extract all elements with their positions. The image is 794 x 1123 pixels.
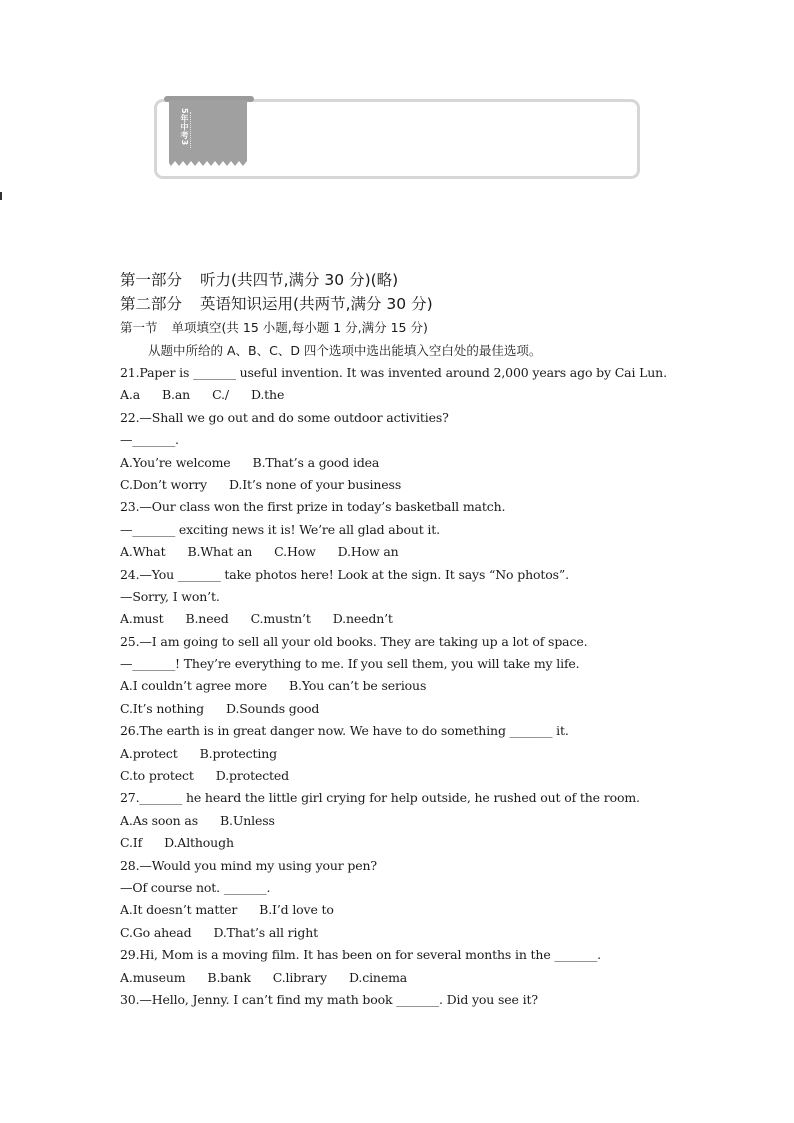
answer-option: A.must <box>120 611 164 627</box>
answer-options-row <box>120 474 740 496</box>
answer-option: D.cinema <box>348 969 408 985</box>
question-dialogue-line: —_______! They’re everything to me. If you sell them, you will take my life. <box>120 656 580 672</box>
answer-option: B.bank <box>207 969 251 985</box>
question-stem: 23.—Our class won the first prize in today’s basketball match. <box>120 499 506 515</box>
answer-option: B.I’d love to <box>259 902 334 918</box>
answer-option: A.protect <box>120 745 178 761</box>
answer-option: A.What <box>120 544 166 560</box>
section-1-title <box>120 316 740 340</box>
answer-options-row <box>120 675 740 697</box>
answer-option: B.protecting <box>199 745 277 761</box>
question-stem: 21.Paper is _______ useful invention. It was invented around 2,000 years ago by Cai Lun. <box>120 365 667 380</box>
answer-option: A.a <box>120 387 141 403</box>
answer-options-row <box>120 899 740 921</box>
answer-options-row <box>120 967 740 989</box>
answer-option: B.need <box>185 611 229 627</box>
section-1-text: 单项填空(共 15 小题,每小题 1 分,满分 15 分) <box>171 320 428 335</box>
answer-option: C.Don’t worry <box>120 476 207 492</box>
answer-options-row <box>120 452 740 474</box>
answer-options-row <box>120 922 740 944</box>
part-2-title <box>120 292 740 316</box>
question-dialogue-line: —_______ exciting news it is! We’re all glad about it. <box>120 521 440 537</box>
answer-options-row <box>120 743 740 765</box>
tag-dotted-line <box>190 112 193 148</box>
answer-option: D.the <box>250 387 285 403</box>
answer-option: D.protected <box>215 768 290 784</box>
answer-options-row <box>120 765 740 787</box>
answer-option: D.That’s all right <box>213 924 318 940</box>
question-stem: 22.—Shall we go out and do some outdoor activities? <box>120 409 449 425</box>
tag-zigzag-edge <box>169 159 247 167</box>
answer-option: A.As soon as <box>120 812 198 828</box>
answer-option: C.If <box>120 835 143 851</box>
answer-option: A.museum <box>120 969 186 985</box>
answer-options-row <box>120 698 740 720</box>
part-2-label: 第二部分 <box>120 295 183 313</box>
question-stem: 30.—Hello, Jenny. I can’t find my math book _______. Did you see it? <box>120 991 538 1007</box>
answer-option: A.It doesn’t matter <box>120 902 238 918</box>
question-list <box>120 362 740 1011</box>
section-1-label: 第一节 <box>120 320 158 335</box>
exam-content <box>120 268 740 1011</box>
question-dialogue-line: —_______. <box>120 432 179 448</box>
answer-options-row <box>120 832 740 854</box>
answer-option: D.Although <box>164 835 234 851</box>
answer-options-row <box>120 541 740 563</box>
part-2-text: 英语知识运用(共两节,满分 30 分) <box>200 295 433 313</box>
question-stem: 27._______ he heard the little girl crying for help outside, he rushed out of the room. <box>120 790 640 806</box>
answer-option: B.What an <box>187 544 253 560</box>
part-1-text: 听力(共四节,满分 30 分)(略) <box>200 271 399 289</box>
answer-options-row <box>120 384 740 406</box>
answer-option: D.It’s none of your business <box>228 476 402 492</box>
answer-option: C.library <box>272 969 327 985</box>
header-tag-label: 5年中考3 <box>180 108 189 146</box>
answer-option: A.I couldn’t agree more <box>120 678 268 694</box>
question-stem: 26.The earth is in great danger now. We have to do something _______ it. <box>120 723 569 739</box>
answer-option: C.to protect <box>120 768 194 784</box>
answer-option: B.an <box>162 387 191 403</box>
answer-option: C.It’s nothing <box>120 700 205 716</box>
answer-option: B.Unless <box>219 812 275 828</box>
answer-option: A.You’re welcome <box>120 454 231 470</box>
page-edge-mark <box>0 192 2 200</box>
answer-options-row <box>120 810 740 832</box>
question-stem: 25.—I am going to sell all your old books. They are taking up a lot of space. <box>120 633 588 649</box>
question-stem: 24.—You _______ take photos here! Look at the sign. It says “No photos”. <box>120 566 569 582</box>
answer-option: B.You can’t be serious <box>289 678 427 694</box>
answer-options-row <box>120 608 740 630</box>
part-1-label: 第一部分 <box>120 271 183 289</box>
answer-option: C.mustn’t <box>250 611 311 627</box>
answer-option: D.Sounds good <box>226 700 320 716</box>
answer-option: B.That’s a good idea <box>252 454 380 470</box>
question-stem: 28.—Would you mind my using your pen? <box>120 857 377 873</box>
question-stem: 29.Hi, Mom is a moving film. It has been on for several months in the _______. <box>120 947 601 963</box>
answer-option: C.How <box>274 544 316 560</box>
answer-option: D.needn’t <box>332 611 393 627</box>
answer-option: D.How an <box>337 544 399 560</box>
part-1-title <box>120 268 740 292</box>
section-1-instructions: 从题中所给的 A、B、C、D 四个选项中选出能填入空白处的最佳选项。 <box>148 343 542 358</box>
question-dialogue-line: —Of course not. _______. <box>120 879 271 895</box>
question-dialogue-line: —Sorry, I won’t. <box>120 588 220 604</box>
answer-option: C./ <box>212 387 229 403</box>
answer-option: C.Go ahead <box>120 924 192 940</box>
